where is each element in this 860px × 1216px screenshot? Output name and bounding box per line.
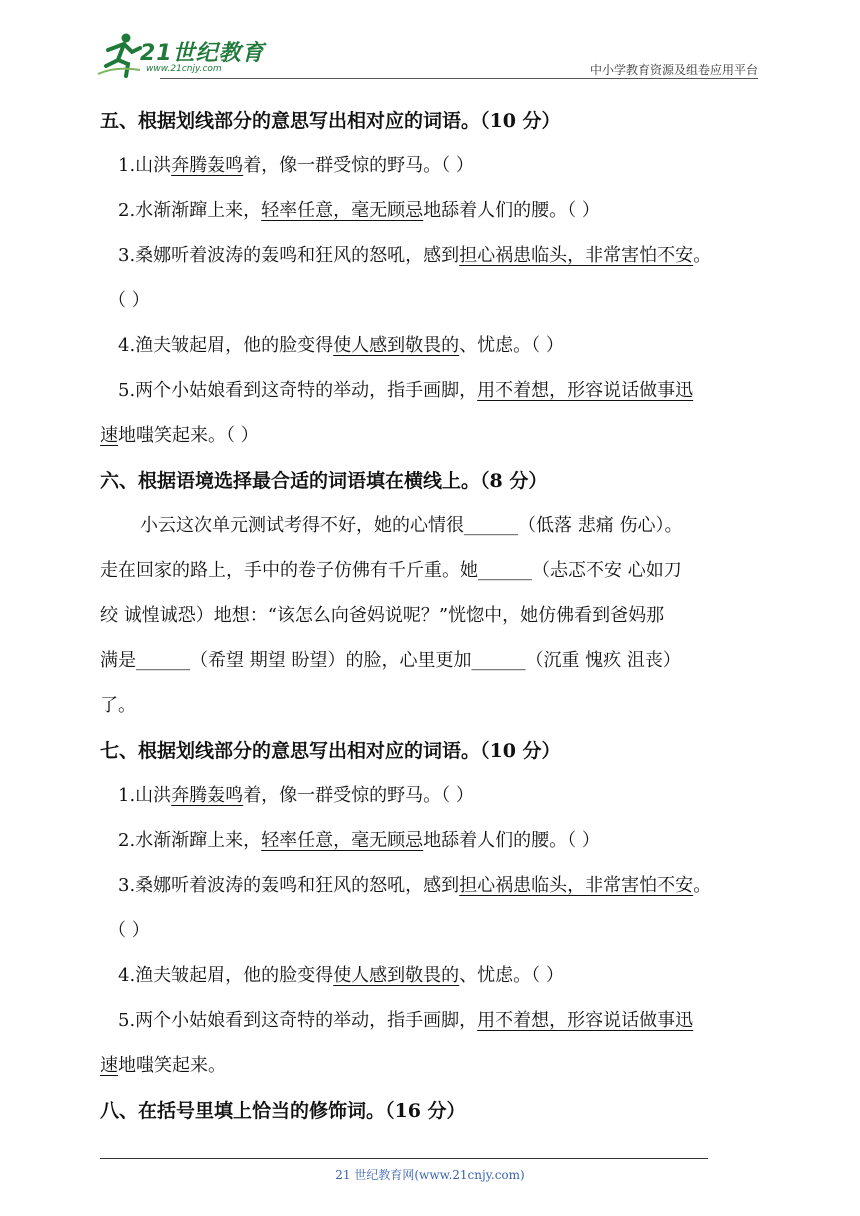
header-divider — [160, 78, 758, 79]
underlined-phrase: 奔腾轰鸣 — [171, 785, 244, 806]
q-text: 着，像一群受惊的野马。（ ） — [243, 155, 474, 176]
q-text: 、忧虑。（ ） — [459, 965, 564, 986]
q-text: 4.渔夫皱起眉，他的脸变得 — [118, 335, 334, 356]
q-text: 。 — [693, 245, 712, 266]
underlined-phrase: 担心祸患临头，非常害怕不安 — [459, 875, 694, 896]
q-text: 3.桑娜听着波涛的轰鸣和狂风的怒吼，感到 — [118, 245, 460, 266]
underlined-phrase: 用不着想，形容说话做事迅 — [477, 380, 694, 401]
underlined-phrase: 轻率任意，毫无顾忌 — [261, 830, 424, 851]
section5-question-2 — [118, 197, 780, 225]
underlined-phrase: 速 — [100, 1055, 118, 1076]
logo-url: www.21cnjy.com — [146, 64, 222, 74]
runner-logo-icon — [96, 30, 142, 78]
underlined-phrase: 奔腾轰鸣 — [171, 155, 244, 176]
underlined-phrase: 使人感到敬畏的 — [333, 335, 460, 356]
q-text: 1.山洪 — [118, 785, 172, 806]
q-text: 5.两个小姑娘看到这奇特的举动，指手画脚， — [118, 1010, 478, 1031]
page-header — [0, 0, 860, 84]
section7-title: 七、根据划线部分的意思写出相对应的词语。（10 分） — [100, 740, 561, 762]
q-text: 地嗤笑起来。（ ） — [118, 425, 259, 446]
section6-line-4: 满是______（希望 期望 盼望）的脸，心里更加______（沉重 愧疚 沮丧） — [100, 650, 681, 671]
section5-question-1 — [118, 152, 780, 180]
q-text: 着，像一群受惊的野马。（ ） — [243, 785, 474, 806]
section6-line-2: 走在回家的路上，手中的卷子仿佛有千斤重。她______（忐忑不安 心如刀 — [100, 560, 682, 581]
underlined-phrase: 使人感到敬畏的 — [333, 965, 460, 986]
section7-question-3-answer: （ ） — [108, 920, 150, 941]
section7-question-2 — [118, 827, 780, 855]
section6-line-1: 小云这次单元测试考得不好，她的心情很______（低落 悲痛 伤心）。 — [140, 515, 683, 536]
section7-question-5 — [118, 1007, 780, 1035]
section6-title: 六、根据语境选择最合适的词语填在横线上。（8 分） — [100, 470, 548, 492]
section5-question-3-answer: （ ） — [108, 290, 150, 311]
q-text: 地嗤笑起来。 — [118, 1055, 226, 1076]
section8-title: 八、在括号里填上恰当的修饰词。（16 分） — [100, 1100, 466, 1122]
q-text: 地舔着人们的腰。（ ） — [423, 200, 600, 221]
footer-link[interactable]: 21 世纪教育网(www.21cnjy.com) — [335, 1168, 525, 1182]
underlined-phrase: 轻率任意，毫无顾忌 — [261, 200, 424, 221]
logo-text: 21世纪教育 — [140, 41, 265, 66]
section7-question-3 — [118, 872, 780, 900]
q-text: 2.水渐渐蹿上来， — [118, 200, 262, 221]
section7-question-5-cont — [100, 1052, 762, 1080]
logo — [96, 30, 266, 78]
section6-line-3: 绞 诚惶诚恐）地想：“该怎么向爸妈说呢？”恍惚中，她仿佛看到爸妈那 — [100, 605, 665, 626]
underlined-phrase: 速 — [100, 425, 118, 446]
section7-question-4 — [118, 962, 780, 990]
section5-title: 五、根据划线部分的意思写出相对应的词语。（10 分） — [100, 110, 561, 132]
header-platform-text: 中小学教育资源及组卷应用平台 — [589, 63, 758, 77]
q-text: 2.水渐渐蹿上来， — [118, 830, 262, 851]
section6-line-5: 了。 — [100, 695, 136, 716]
section7-question-1 — [118, 782, 780, 810]
q-text: 5.两个小姑娘看到这奇特的举动，指手画脚， — [118, 380, 478, 401]
underlined-phrase: 担心祸患临头，非常害怕不安 — [459, 245, 694, 266]
q-text: 3.桑娜听着波涛的轰鸣和狂风的怒吼，感到 — [118, 875, 460, 896]
q-text: 1.山洪 — [118, 155, 172, 176]
underlined-phrase: 用不着想，形容说话做事迅 — [477, 1010, 694, 1031]
section5-question-5-cont — [100, 422, 762, 450]
section5-question-3 — [118, 242, 780, 270]
q-text: 4.渔夫皱起眉，他的脸变得 — [118, 965, 334, 986]
footer-divider — [100, 1158, 708, 1159]
section5-question-4 — [118, 332, 780, 360]
q-text: 地舔着人们的腰。（ ） — [423, 830, 600, 851]
q-text: 、忧虑。（ ） — [459, 335, 564, 356]
section5-question-5 — [118, 377, 780, 405]
q-text: 。 — [693, 875, 712, 896]
